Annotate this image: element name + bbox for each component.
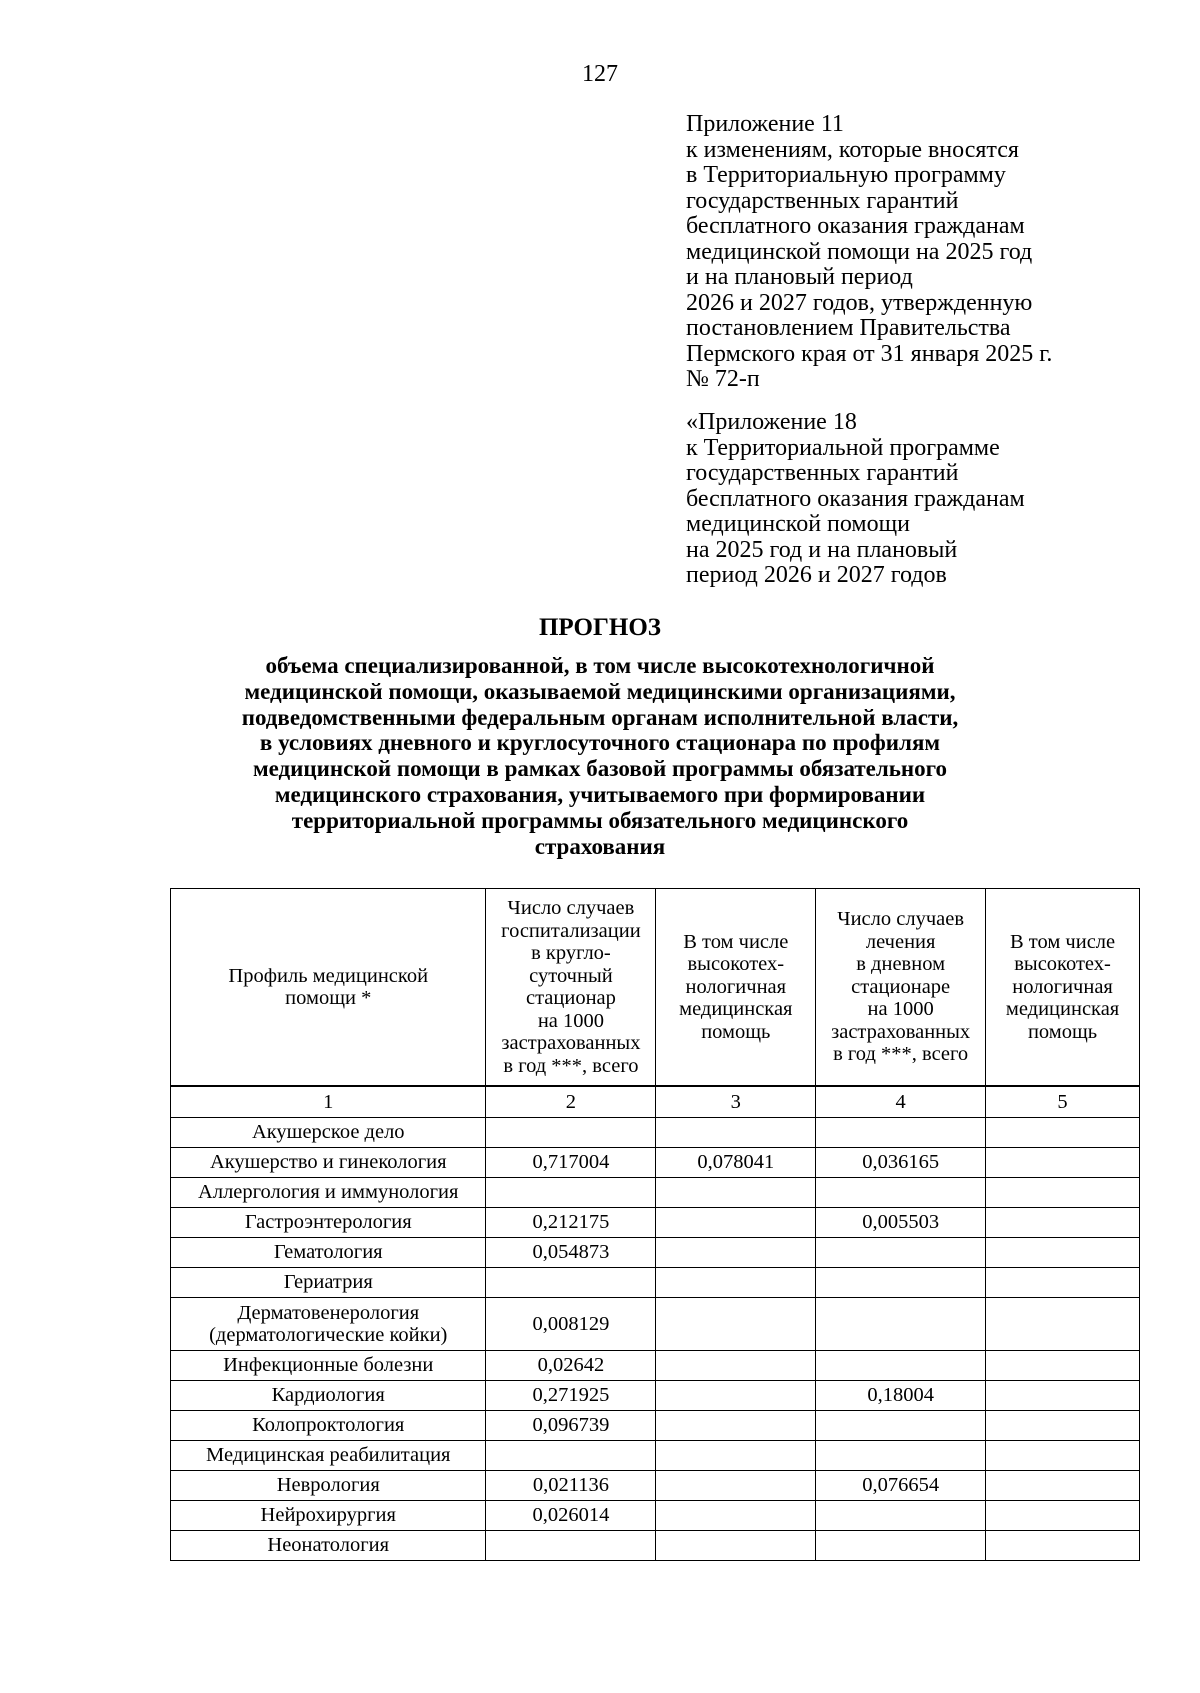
value-cell — [656, 1501, 816, 1531]
column-number: 5 — [986, 1086, 1140, 1118]
column-number: 4 — [816, 1086, 986, 1118]
header-profile: Профиль медицинской помощи * — [171, 889, 486, 1087]
value-cell — [656, 1411, 816, 1441]
value-cell — [816, 1531, 986, 1561]
value-cell — [656, 1351, 816, 1381]
value-cell — [656, 1118, 816, 1148]
column-number: 1 — [171, 1086, 486, 1118]
column-number: 3 — [656, 1086, 816, 1118]
value-cell: 0,078041 — [656, 1148, 816, 1178]
value-cell: 0,054873 — [486, 1238, 656, 1268]
document-subtitle: объема специализированной, в том числе высокотехнологичной медицинской помощи, оказываемой медицинскими организациями, подведомственными федеральным органам исполнительной власти, в условиях дневного и круглосуточного стационара по профилям медицинской помощи в рамках базовой программы обязательного медицинского страхования, учитываемого при формировании территориальной программы обязательного медицинского страхования — [241, 653, 959, 859]
value-cell — [486, 1531, 656, 1561]
profile-cell: Медицинская реабилитация — [171, 1441, 486, 1471]
profile-cell: Акушерство и гинекология — [171, 1148, 486, 1178]
table-row — [171, 1501, 1140, 1531]
value-cell — [986, 1118, 1140, 1148]
header-round-the-clock-cases: Число случаев госпитализации в кругло- суточный стационар на 1000 застрахованных в год ***, всего — [486, 889, 656, 1087]
profile-cell: Акушерское дело — [171, 1118, 486, 1148]
value-cell: 0,18004 — [816, 1381, 986, 1411]
profile-cell: Аллергология и иммунология — [171, 1178, 486, 1208]
table-row — [171, 1411, 1140, 1441]
table-row — [171, 1381, 1140, 1411]
value-cell — [986, 1411, 1140, 1441]
value-cell — [986, 1351, 1140, 1381]
value-cell — [486, 1268, 656, 1298]
value-cell — [656, 1441, 816, 1471]
column-number-row — [171, 1086, 1140, 1118]
profile-cell: Нейрохирургия — [171, 1501, 486, 1531]
table-row — [171, 1298, 1140, 1351]
value-cell — [486, 1178, 656, 1208]
column-number: 2 — [486, 1086, 656, 1118]
value-cell: 0,076654 — [816, 1471, 986, 1501]
value-cell — [656, 1208, 816, 1238]
value-cell: 0,026014 — [486, 1501, 656, 1531]
value-cell — [816, 1178, 986, 1208]
table-row — [171, 1268, 1140, 1298]
table-header-row — [171, 889, 1140, 1087]
value-cell — [486, 1441, 656, 1471]
table-row — [171, 1351, 1140, 1381]
page-number: 127 — [582, 61, 618, 87]
table-row — [171, 1531, 1140, 1561]
header-high-tech-day-hospital: В том числе высокотех- нологичная медицинская помощь — [986, 889, 1140, 1087]
value-cell — [816, 1351, 986, 1381]
value-cell: 0,02642 — [486, 1351, 656, 1381]
value-cell — [656, 1178, 816, 1208]
profile-cell: Гериатрия — [171, 1268, 486, 1298]
profile-cell: Гастроэнтерология — [171, 1208, 486, 1238]
value-cell — [986, 1501, 1140, 1531]
profile-cell: Неврология — [171, 1471, 486, 1501]
profile-cell: Инфекционные болезни — [171, 1351, 486, 1381]
value-cell — [656, 1268, 816, 1298]
document-title: ПРОГНОЗ — [538, 614, 661, 641]
value-cell: 0,096739 — [486, 1411, 656, 1441]
value-cell — [486, 1118, 656, 1148]
value-cell — [986, 1178, 1140, 1208]
value-cell — [986, 1531, 1140, 1561]
table-row — [171, 1178, 1140, 1208]
profile-cell: Дерматовенерология (дерматологические койки) — [171, 1298, 486, 1351]
value-cell — [986, 1381, 1140, 1411]
value-cell: 0,212175 — [486, 1208, 656, 1238]
header-day-hospital-cases: Число случаев лечения в дневном стационаре на 1000 застрахованных в год ***, всего — [816, 889, 986, 1087]
value-cell — [986, 1238, 1140, 1268]
table-row — [171, 1148, 1140, 1178]
value-cell — [986, 1148, 1140, 1178]
value-cell — [986, 1208, 1140, 1238]
value-cell — [816, 1411, 986, 1441]
value-cell: 0,271925 — [486, 1381, 656, 1411]
appendix-18-reference: «Приложение 18 к Территориальной программе государственных гарантий бесплатного оказания гражданам медицинской помощи на 2025 год и на плановый период 2026 и 2027 годов — [686, 409, 1025, 588]
profile-cell: Кардиология — [171, 1381, 486, 1411]
value-cell — [656, 1381, 816, 1411]
profile-cell: Неонатология — [171, 1531, 486, 1561]
value-cell — [816, 1501, 986, 1531]
table-row — [171, 1471, 1140, 1501]
table-row — [171, 1238, 1140, 1268]
value-cell — [816, 1268, 986, 1298]
table-row — [171, 1208, 1140, 1238]
value-cell — [656, 1531, 816, 1561]
value-cell — [816, 1441, 986, 1471]
value-cell — [656, 1298, 816, 1351]
value-cell: 0,717004 — [486, 1148, 656, 1178]
value-cell: 0,036165 — [816, 1148, 986, 1178]
table-row — [171, 1118, 1140, 1148]
value-cell: 0,008129 — [486, 1298, 656, 1351]
value-cell — [986, 1441, 1140, 1471]
value-cell — [816, 1238, 986, 1268]
table-row — [171, 1441, 1140, 1471]
profile-cell: Гематология — [171, 1238, 486, 1268]
forecast-table — [170, 888, 1140, 1561]
value-cell — [816, 1298, 986, 1351]
value-cell: 0,005503 — [816, 1208, 986, 1238]
value-cell — [656, 1471, 816, 1501]
value-cell — [816, 1118, 986, 1148]
header-high-tech-round-the-clock: В том числе высокотех- нологичная медицинская помощь — [656, 889, 816, 1087]
value-cell — [656, 1238, 816, 1268]
value-cell — [986, 1268, 1140, 1298]
value-cell — [986, 1471, 1140, 1501]
value-cell — [986, 1298, 1140, 1351]
profile-cell: Колопроктология — [171, 1411, 486, 1441]
appendix-11-reference: Приложение 11 к изменениям, которые вносятся в Территориальную программу государственных гарантий бесплатного оказания гражданам медицинской помощи на 2025 год и на плановый период 2026 и 2027 годов, утвержденную постановлением Правительства Пермского края от 31 января 2025 г. № 72-п — [686, 111, 1053, 392]
value-cell: 0,021136 — [486, 1471, 656, 1501]
